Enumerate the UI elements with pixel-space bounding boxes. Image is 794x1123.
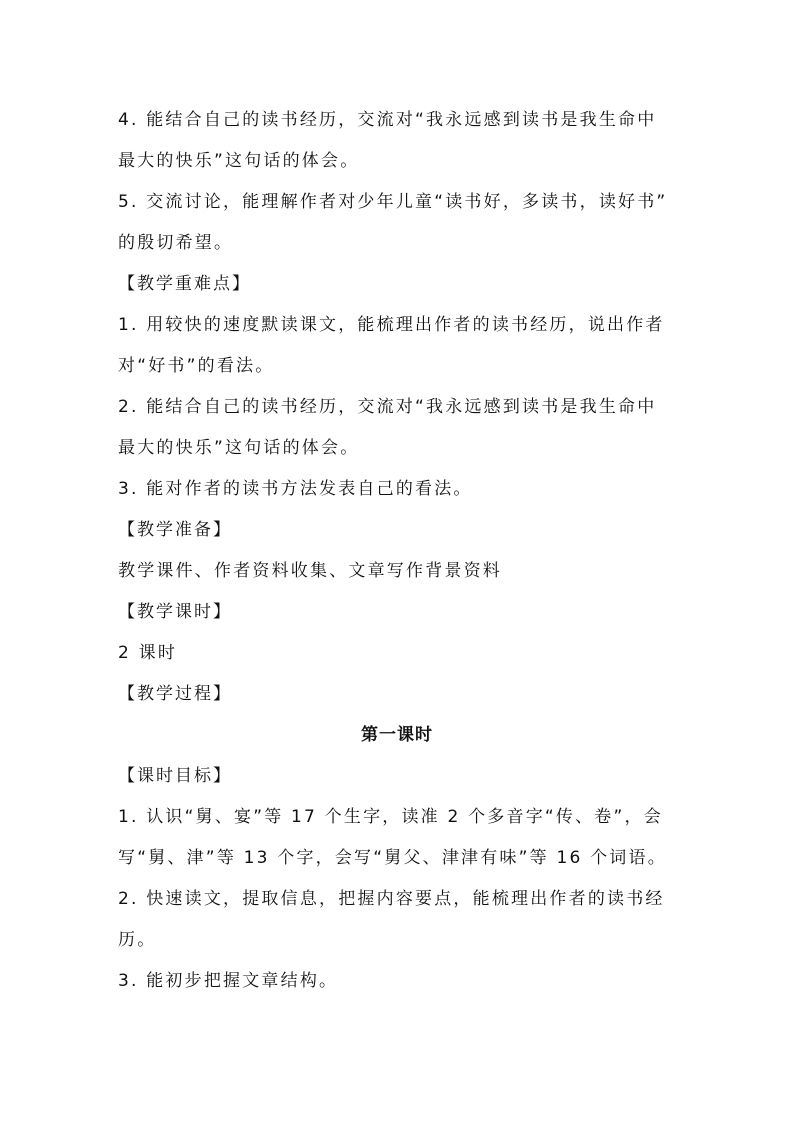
goal-5-line-1: 5. 交流讨论，能理解作者对少年儿童“读书好，多读书，读好书”	[118, 192, 668, 212]
class-hours-text: 2 课时	[118, 643, 178, 663]
key-point-1-line-1: 1. 用较快的速度默读课文，能梳理出作者的读书经历，说出作者	[118, 315, 665, 335]
lesson-goal-2-line-1: 2. 快速读文，提取信息，把握内容要点，能梳理出作者的读书经	[118, 889, 665, 909]
section-heading-preparation: 【教学准备】	[118, 520, 232, 540]
lesson-goal-3: 3. 能初步把握文章结构。	[118, 971, 339, 991]
preparation-text: 教学课件、作者资料收集、文章写作背景资料	[118, 561, 502, 581]
lesson-title: 第一课时	[361, 725, 433, 745]
lesson-goal-1-line-1: 1. 认识“舅、宴”等 17 个生字，读准 2 个多音字“传、卷”，会	[118, 807, 663, 827]
goal-4-line-1: 4. 能结合自己的读书经历，交流对“我永远感到读书是我生命中	[118, 110, 657, 130]
goal-4-line-2: 最大的快乐”这句话的体会。	[118, 151, 360, 171]
key-point-2-line-2: 最大的快乐”这句话的体会。	[118, 438, 360, 458]
key-point-3: 3. 能对作者的读书方法发表自己的看法。	[118, 479, 473, 499]
section-heading-class-hours: 【教学课时】	[118, 602, 232, 622]
goal-5-line-2: 的殷切希望。	[118, 233, 234, 253]
document-body	[118, 100, 678, 1002]
key-point-1-line-2: 对“好书”的看法。	[118, 356, 275, 376]
section-heading-lesson-goals: 【课时目标】	[118, 766, 232, 786]
lesson-goal-2-line-2: 历。	[118, 930, 157, 950]
key-point-2-line-1: 2. 能结合自己的读书经历，交流对“我永远感到读书是我生命中	[118, 397, 657, 417]
section-heading-process: 【教学过程】	[118, 684, 232, 704]
lesson-goal-1-line-2: 写“舅、津”等 13 个字，会写“舅父、津津有味”等 16 个词语。	[118, 848, 667, 868]
section-heading-key-difficult-points: 【教学重难点】	[118, 274, 251, 294]
